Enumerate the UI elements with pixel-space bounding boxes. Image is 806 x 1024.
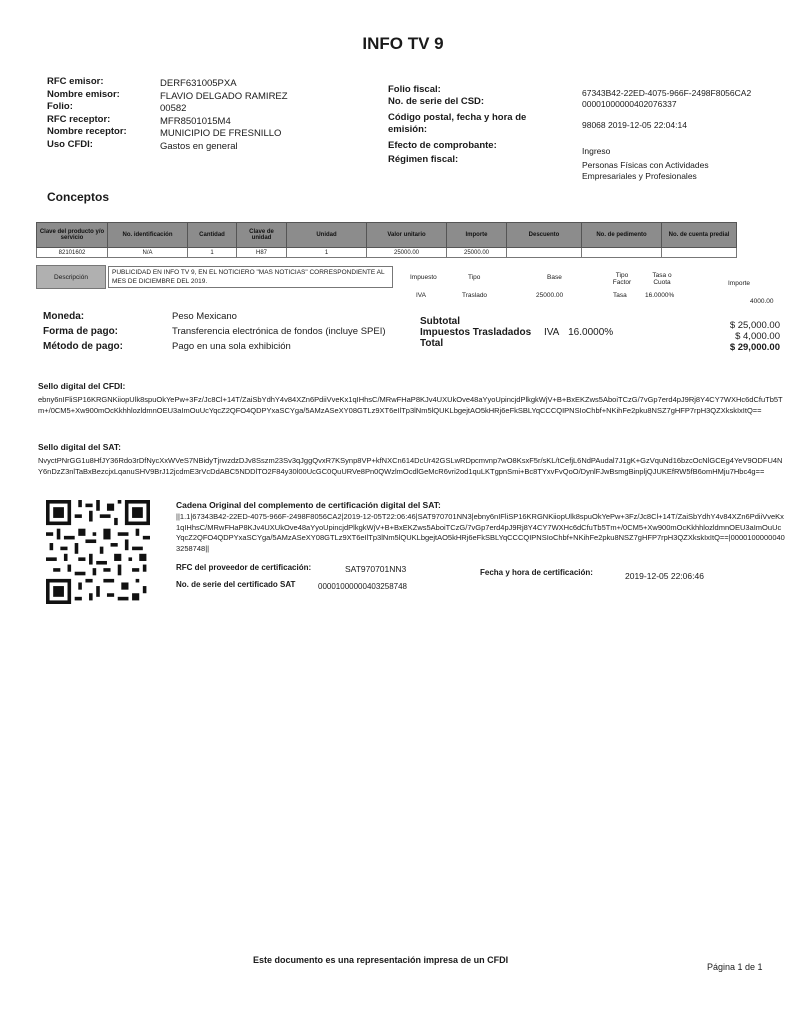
cadena-label: Cadena Original del complemento de certificación digital del SAT: xyxy=(176,500,441,510)
table-header: Clave de unidad xyxy=(237,223,287,248)
page-number: Página 1 de 1 xyxy=(707,962,763,972)
rfc-receptor-label: RFC receptor: xyxy=(47,113,111,125)
forma-pago-value: Transferencia electrónica de fondos (incluye SPEI) xyxy=(172,326,386,337)
table-cell: N/A xyxy=(108,248,188,258)
metodo-pago-value: Pago en una sola exhibición xyxy=(172,341,291,352)
csd-label: No. de serie del CSD: xyxy=(388,96,485,107)
tax-header: Base xyxy=(547,274,562,281)
efecto-label: Efecto de comprobante: xyxy=(388,140,497,151)
table-cell xyxy=(507,248,582,258)
table-cell: 1 xyxy=(188,248,237,258)
impuestos-label xyxy=(420,327,613,338)
moneda-value: Peso Mexicano xyxy=(172,311,237,322)
impuestos-trasladados-label: Impuestos Trasladados xyxy=(420,327,532,338)
table-row xyxy=(37,248,737,258)
iva-rate: 16.0000% xyxy=(568,327,614,338)
table-header: Importe xyxy=(447,223,507,248)
sello-sat-text: NvyctPNrGG1u8HfJY36Rdo3rDfNycXxWVeS7NBidyTjrwzdzDJv8Sszm23Sv3qJggQvxR7KSynp8VP+kfNXCn614DcUr42GSLwRDpcmvnp7wO8KsxF5r/sKL/tCefjL6NdPAudal7J1gK+GzVquNd16bzcOcNlGCEg4YeV9ODFU4NY6nDzZ3nlTaBxBezcjxLqanuSHV9BrJ12jcdmE3rVcDdABC5NDDlTO2F84y30l00UcGC0QuURVe8Pn0QWzlmOcdlGeMcR6vri2od1quLKTgpnSmi+Bc8TYxvFvQoO/DynlFJwBsmgBinpljQJUKEfRW5fB6omHMju7Hbc4g== xyxy=(38,456,783,476)
descripcion-label: Descripción xyxy=(36,265,106,289)
totales-labels xyxy=(420,316,613,349)
metodo-pago-label: Método de pago: xyxy=(43,341,123,352)
folio-fiscal-label: Folio fiscal: xyxy=(388,84,441,95)
emisor-labels xyxy=(47,76,127,151)
nombre-emisor-value: FLAVIO DELGADO RAMIREZ xyxy=(160,90,288,102)
total-label: Total xyxy=(420,338,444,349)
conceptos-heading: Conceptos xyxy=(47,190,110,204)
cp-label-2: emisión: xyxy=(388,124,428,135)
qr-code-icon xyxy=(46,500,150,604)
sello-cfdi-text: ebny6nIFliSP16KRGNKiiopUlk8spuOkYePw+3Fz/Jc8Cl+14T/ZaiSbYdhY4v84XZn6PdiiVveKx1qIHhsC/MRwFHaP8KJv4UXUkOve48aYyoUpincjdPlkgkWjV+B+BxEKZws5AboiTCzG/7vGp7erd4pJ9Rj8Y4CY7WXHc6dCfuTb5Tm+/0CM5+Xw900mOcKkhhlozldmnOEU3aImOuUcYqcZ2QFO4QDPYxaSCYga/5AMzASeXY08GTLz9XT6eIlTp3lNm5lQUKLbgejtAO5kHRj6eFkSBLYqCCCQIPNSIoChbf+NKihFe2pku8NSZ7gHFP7rpH3QZXkskIxItQ== xyxy=(38,395,783,415)
table-header: Unidad xyxy=(287,223,367,248)
descripcion-text: PUBLICIDAD EN INFO TV 9, EN EL NOTICIERO "MAS NOTICIAS" CORRESPONDIENTE AL MES DE DICIEMBRE DEL 2019. xyxy=(108,266,393,288)
iva-label: IVA xyxy=(543,327,560,338)
rfc-proveedor-label: RFC del proveedor de certificación: xyxy=(176,563,312,572)
regimen-value-2: Empresariales y Profesionales xyxy=(582,171,697,181)
efecto-value: Ingreso xyxy=(582,146,611,156)
table-cell xyxy=(582,248,662,258)
qr-code xyxy=(46,500,150,604)
cadena-text: ||1.1|67343B42-22ED-4075-966F-2498F8056CA2|2019-12-05T22:06:46|SAT970701NN3|ebny6nIFliSP16KRGNKiiopUlk8spuOkYePw+3Fz/Jc8Cl+14T/ZaiSbYdhY4v84XZn6PdiiVveKx1qIHhsC/MRwFHaP8KJv4UXUkOve48aYyoUpincjdPlkgkWjV+B+BxEKZws5AboiTCzG/7vGp7erd4pJ9Rj8Y4CY7WXHc6dCfuTb5Tm+/0CM5+Xw900mOcKkhhlozldmnOEU3aImOuUcYqcZ2QFO4QDPYxaSCYga/5AMzASeXY08GTLz9XT6eIlTp3lNm5lQUKLbgejtAO5kHRj6eFkSBLYqCCCQIPNSIoChbf+NKihFe2pku8NSZ7gHFP7rpH3QZXkskIxItQ==|00001000000403258748|| xyxy=(176,512,785,553)
rfc-proveedor-value: SAT970701NN3 xyxy=(345,564,407,574)
tax-cell: 4000.00 xyxy=(750,298,774,305)
table-header: Descuento xyxy=(507,223,582,248)
footer-note: Este documento es una representación impresa de un CFDI xyxy=(253,955,509,965)
table-header: No. de cuenta predial xyxy=(662,223,737,248)
table-cell: 25000.00 xyxy=(367,248,447,258)
table-cell: 1 xyxy=(287,248,367,258)
fecha-certificacion-label: Fecha y hora de certificación: xyxy=(480,568,593,577)
conceptos-table xyxy=(36,222,737,258)
tax-cell: 25000.00 xyxy=(536,292,564,299)
table-cell: 25000.00 xyxy=(447,248,507,258)
table-header-row xyxy=(37,223,737,248)
document-title: INFO TV 9 xyxy=(362,34,444,53)
uso-cfdi-label: Uso CFDI: xyxy=(47,138,93,150)
tax-header: Tipo Factor xyxy=(612,272,632,286)
totales-values xyxy=(690,320,780,353)
tax-cell: 16.0000% xyxy=(645,292,675,299)
table-header: No. de pedimento xyxy=(582,223,662,248)
tax-header: Tasa o Cuota xyxy=(652,272,672,286)
rfc-emisor-value: DERF631005PXA xyxy=(160,78,237,89)
nombre-emisor-label: Nombre emisor: xyxy=(47,88,120,100)
rfc-emisor-label: RFC emisor: xyxy=(47,76,104,87)
csd-value: 00001000000402076337 xyxy=(582,99,677,109)
regimen-value-1: Personas Físicas con Actividades xyxy=(582,160,709,170)
cp-value: 98068 2019-12-05 22:04:14 xyxy=(582,120,687,130)
folio-value: 00582 xyxy=(160,103,187,114)
rfc-receptor-value: MFR8501015M4 xyxy=(160,115,231,127)
tax-cell: IVA xyxy=(416,292,426,299)
iva-value: $ 4,000.00 xyxy=(735,331,780,342)
total-value: $ 29,000.00 xyxy=(729,342,780,353)
serie-sat-label: No. de serie del certificado SAT xyxy=(176,580,296,589)
fecha-certificacion-value: 2019-12-05 22:06:46 xyxy=(625,571,704,581)
sello-sat-label: Sello digital del SAT: xyxy=(38,442,121,452)
table-header: Clave del producto y/o servicio xyxy=(37,223,108,248)
table-header: No. identificación xyxy=(108,223,188,248)
table-cell: H87 xyxy=(237,248,287,258)
table-cell: 82101602 xyxy=(37,248,108,258)
tax-cell: Tasa xyxy=(613,292,627,299)
folio-fiscal-value: 67343B42-22ED-4075-966F-2498F8056CA2 xyxy=(582,88,752,98)
table-header: Valor unitario xyxy=(367,223,447,248)
cp-label-1: Código postal, fecha y hora de xyxy=(388,112,527,123)
tax-header: Impuesto xyxy=(410,274,437,281)
subtotal-label: Subtotal xyxy=(420,316,460,327)
sello-cfdi-label: Sello digital del CFDI: xyxy=(38,381,126,391)
tax-header-row xyxy=(410,272,785,287)
table-cell xyxy=(662,248,737,258)
uso-cfdi-value: Gastos en general xyxy=(160,140,238,152)
pago-labels xyxy=(43,309,123,354)
serie-sat-value: 00001000000403258748 xyxy=(318,582,407,591)
emisor-values xyxy=(160,78,288,153)
folio-label: Folio: xyxy=(47,101,73,112)
moneda-label: Moneda: xyxy=(43,311,85,322)
fiscal-labels xyxy=(388,84,558,166)
regimen-label: Régimen fiscal: xyxy=(388,154,459,165)
tax-cell: Traslado xyxy=(462,292,488,299)
subtotal-value: $ 25,000.00 xyxy=(729,320,780,331)
tax-header: Importe xyxy=(728,280,751,287)
nombre-receptor-value: MUNICIPIO DE FRESNILLO xyxy=(160,128,282,139)
fiscal-values xyxy=(582,88,797,182)
nombre-receptor-label: Nombre receptor: xyxy=(47,126,127,137)
tax-row xyxy=(416,292,791,305)
tax-header: Tipo xyxy=(468,274,481,281)
forma-pago-label: Forma de pago: xyxy=(43,326,119,337)
table-header: Cantidad xyxy=(188,223,237,248)
pago-values xyxy=(172,309,386,354)
